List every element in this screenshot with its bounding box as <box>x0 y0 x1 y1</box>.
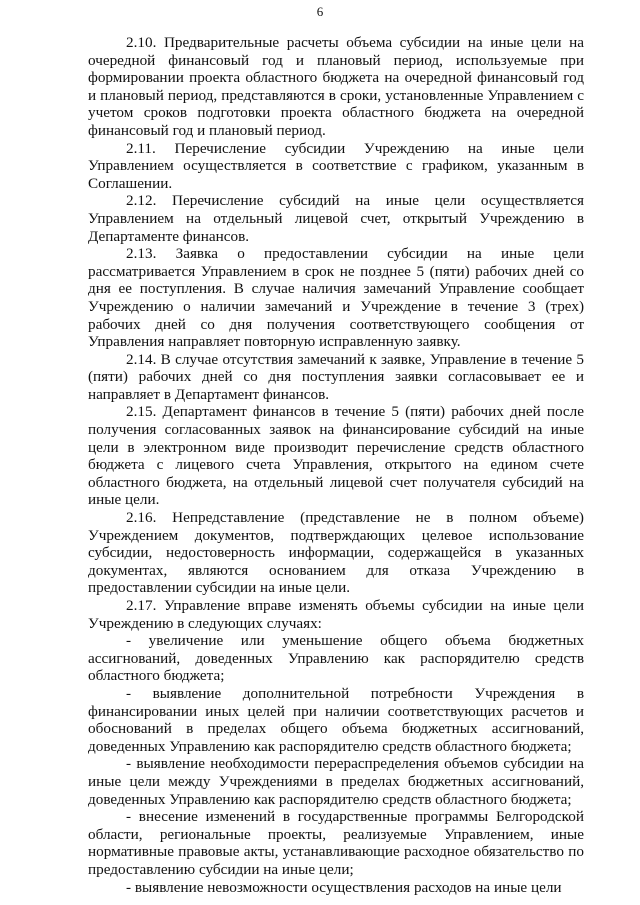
paragraph-2-14: 2.14. В случае отсутствия замечаний к заявке, Управление в течение 5 (пяти) рабочих дней со дня поступления заявки согласовывает ее и направляет в Департамент финансов. <box>88 350 584 403</box>
paragraph-2-10: 2.10. Предварительные расчеты объема субсидии на иные цели на очередной финансовый год и плановый период, используемые при формировании проекта областного бюджета на очередной финансовый год и плановый период, представляются в сроки, установленные Управлением с учетом сроков подготовки проекта областного бюджета на очередной финансовый год и плановый период. <box>88 34 584 139</box>
paragraph-2-16: 2.16. Непредставление (представление не в полном объеме) Учреждением документов, подтверждающих целевое использование субсидии, недостоверность информации, содержащейся в указанных документах, являются основанием для отказа Учреждению в предоставлении субсидии на иные цели. <box>88 509 584 597</box>
list-item-program-changes: - внесение изменений в государственные программы Белгородской области, региональные проекты, реализуемые Управлением, иные нормативные правовые акты, устанавливающие расходное обязательство по предоставлению субсидии на иные цели; <box>88 808 584 878</box>
list-item-budget-change: - увеличение или уменьшение общего объема бюджетных ассигнований, доведенных Управлению как распорядителю средств областного бюджета; <box>88 632 584 685</box>
paragraph-2-11: 2.11. Перечисление субсидии Учреждению на иные цели Управлением осуществляется в соответствие с графиком, указанным в Соглашении. <box>88 139 584 192</box>
paragraph-2-15: 2.15. Департамент финансов в течение 5 (пяти) рабочих дней после получения согласованных заявок на финансирование субсидий на иные цели в электронном виде производит перечисление средств областного бюджета с лицевого счета Управления, открытого на едином счете областного бюджета, на отдельный лицевой счет получателя субсидий на иные цели. <box>88 403 584 509</box>
document-body <box>88 34 584 896</box>
list-item-impossibility: - выявление невозможности осуществления расходов на иные цели <box>126 878 562 896</box>
list-item-redistribution: - выявление необходимости перераспределения объемов субсидии на иные цели между Учреждениями в пределах бюджетных ассигнований, доведенных Управлению как распорядителю средств областного бюджета; <box>88 755 584 808</box>
paragraph-2-13: 2.13. Заявка о предоставлении субсидии на иные цели рассматривается Управлением в срок не позднее 5 (пяти) рабочих дней со дня ее поступления. В случае наличия замечаний Управление сообщает Учреждению о наличии замечаний и Учреждение в течение 3 (трех) рабочих дней со дня получения соответствующего сообщения от Управления направляет повторную исправленную заявку. <box>88 245 584 351</box>
list-item-additional-need: - выявление дополнительной потребности Учреждения в финансировании иных целей при наличии соответствующих расчетов и обоснований в пределах общего объема бюджетных ассигнований, доведенных Управлению как распорядителю средств областного бюджета; <box>88 684 584 755</box>
paragraph-2-12: 2.12. Перечисление субсидий на иные цели осуществляется Управлением на отдельный лицевой счет, открытый Учреждению в Департаменте финансов. <box>88 192 584 245</box>
paragraph-2-17: 2.17. Управление вправе изменять объемы субсидии на иные цели Учреждению в следующих случаях: <box>88 597 584 632</box>
page-number: 6 <box>316 4 324 19</box>
